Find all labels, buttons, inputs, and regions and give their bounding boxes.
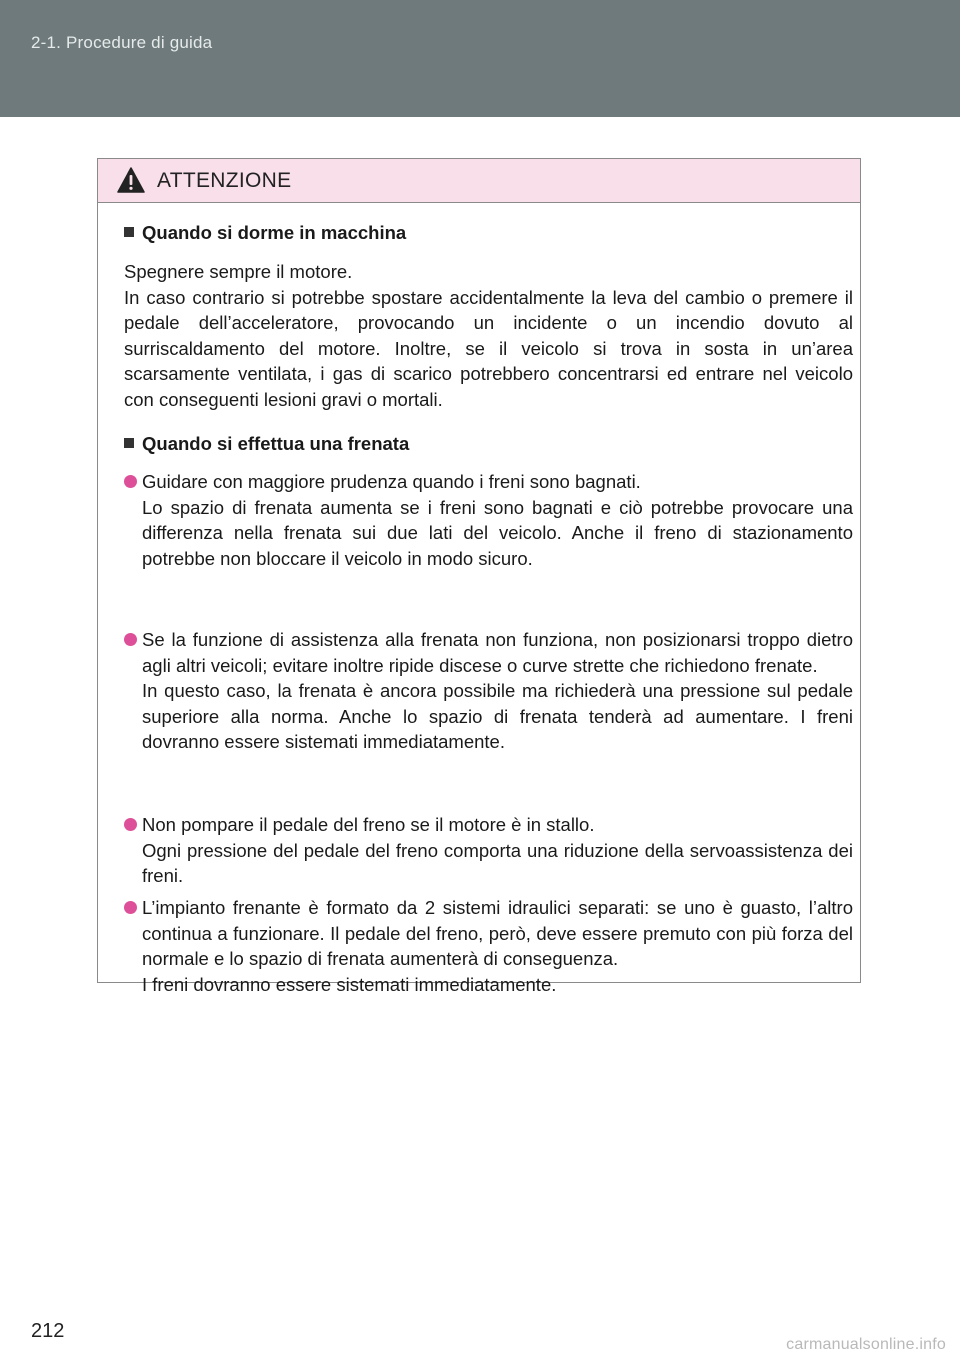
warning-body bbox=[98, 203, 860, 995]
text-line: L’impianto frenante è formato da 2 sistemi idraulici separati: se uno è guasto, l’altro continua a funzionare. Il pedale del freno, però, deve essere premuto con più forza del normale e lo spazio di frenata aumenterà di conseguenza. bbox=[142, 897, 853, 969]
section-title: 2-1. Procedure di guida bbox=[31, 33, 213, 52]
section-heading-text: Quando si dorme in macchina bbox=[142, 222, 407, 243]
square-bullet-icon bbox=[124, 227, 134, 237]
text-line: Lo spazio di frenata aumenta se i freni sono bagnati e ciò potrebbe provocare una differenza nella frenata sui due lati del veicolo. Anche il freno di stazionamento potrebbe non bloccare il veicolo in modo sicuro. bbox=[142, 496, 853, 569]
bullet-dot-icon bbox=[124, 475, 137, 488]
bullet-text bbox=[142, 469, 853, 571]
square-bullet-icon bbox=[124, 438, 134, 448]
section-heading bbox=[124, 220, 406, 246]
bullet-dot-icon bbox=[124, 633, 137, 646]
text-line: I freni dovranno essere sistemati immediatamente. bbox=[142, 973, 557, 995]
section-heading bbox=[124, 431, 409, 457]
warning-triangle-icon bbox=[117, 167, 145, 193]
list-item bbox=[124, 812, 853, 889]
text-line: Ogni pressione del pedale del freno comporta una riduzione della servoassistenza dei freni. bbox=[142, 839, 853, 886]
bullet-dot-icon bbox=[124, 818, 137, 831]
section-paragraph bbox=[124, 259, 853, 412]
list-item bbox=[124, 469, 853, 571]
page-number: 212 bbox=[31, 1320, 65, 1342]
text-line: Guidare con maggiore prudenza quando i freni sono bagnati. bbox=[142, 471, 641, 492]
watermark: carmanualsonline.info bbox=[786, 1336, 946, 1353]
bullet-text bbox=[142, 627, 853, 755]
bullet-dot-icon bbox=[124, 901, 137, 914]
text-line: Spegnere sempre il motore. bbox=[124, 261, 353, 282]
text-line: In caso contrario si potrebbe spostare accidentalmente la leva del cambio o premere il pedale dell’acceleratore, provocando un incidente o un incendio dovuto al surriscaldamento del motore. Inoltre, se il veicolo si trova in sosta in un’area scarsamente ventilata, i gas di scarico potrebbero concentrarsi ed entrare nel veicolo con conseguenti lesioni gravi o mortali. bbox=[124, 286, 853, 410]
header-band bbox=[0, 0, 960, 117]
bullet-text bbox=[142, 895, 853, 997]
bullet-text bbox=[142, 812, 853, 889]
section-heading-text: Quando si effettua una frenata bbox=[142, 433, 410, 454]
warning-box bbox=[97, 158, 861, 995]
text-line: Non pompare il pedale del freno se il motore è in stallo. bbox=[142, 814, 595, 835]
paragraph-text bbox=[124, 259, 853, 412]
text-line: In questo caso, la frenata è ancora possibile ma richiederà una pressione sul pedale superiore alla norma. Anche lo spazio di frenata tenderà ad aumentare. I freni dovranno essere sistemati immediatamente. bbox=[142, 680, 853, 752]
text-line: Se la funzione di assistenza alla frenata non funziona, non posizionarsi troppo dietro agli altri veicoli; evitare inoltre ripide discese o curve strette che richiedono frenate. bbox=[142, 629, 853, 676]
warning-header bbox=[98, 159, 860, 203]
list-item bbox=[124, 895, 853, 997]
warning-title: ATTENZIONE bbox=[157, 169, 292, 192]
list-item bbox=[124, 627, 853, 755]
